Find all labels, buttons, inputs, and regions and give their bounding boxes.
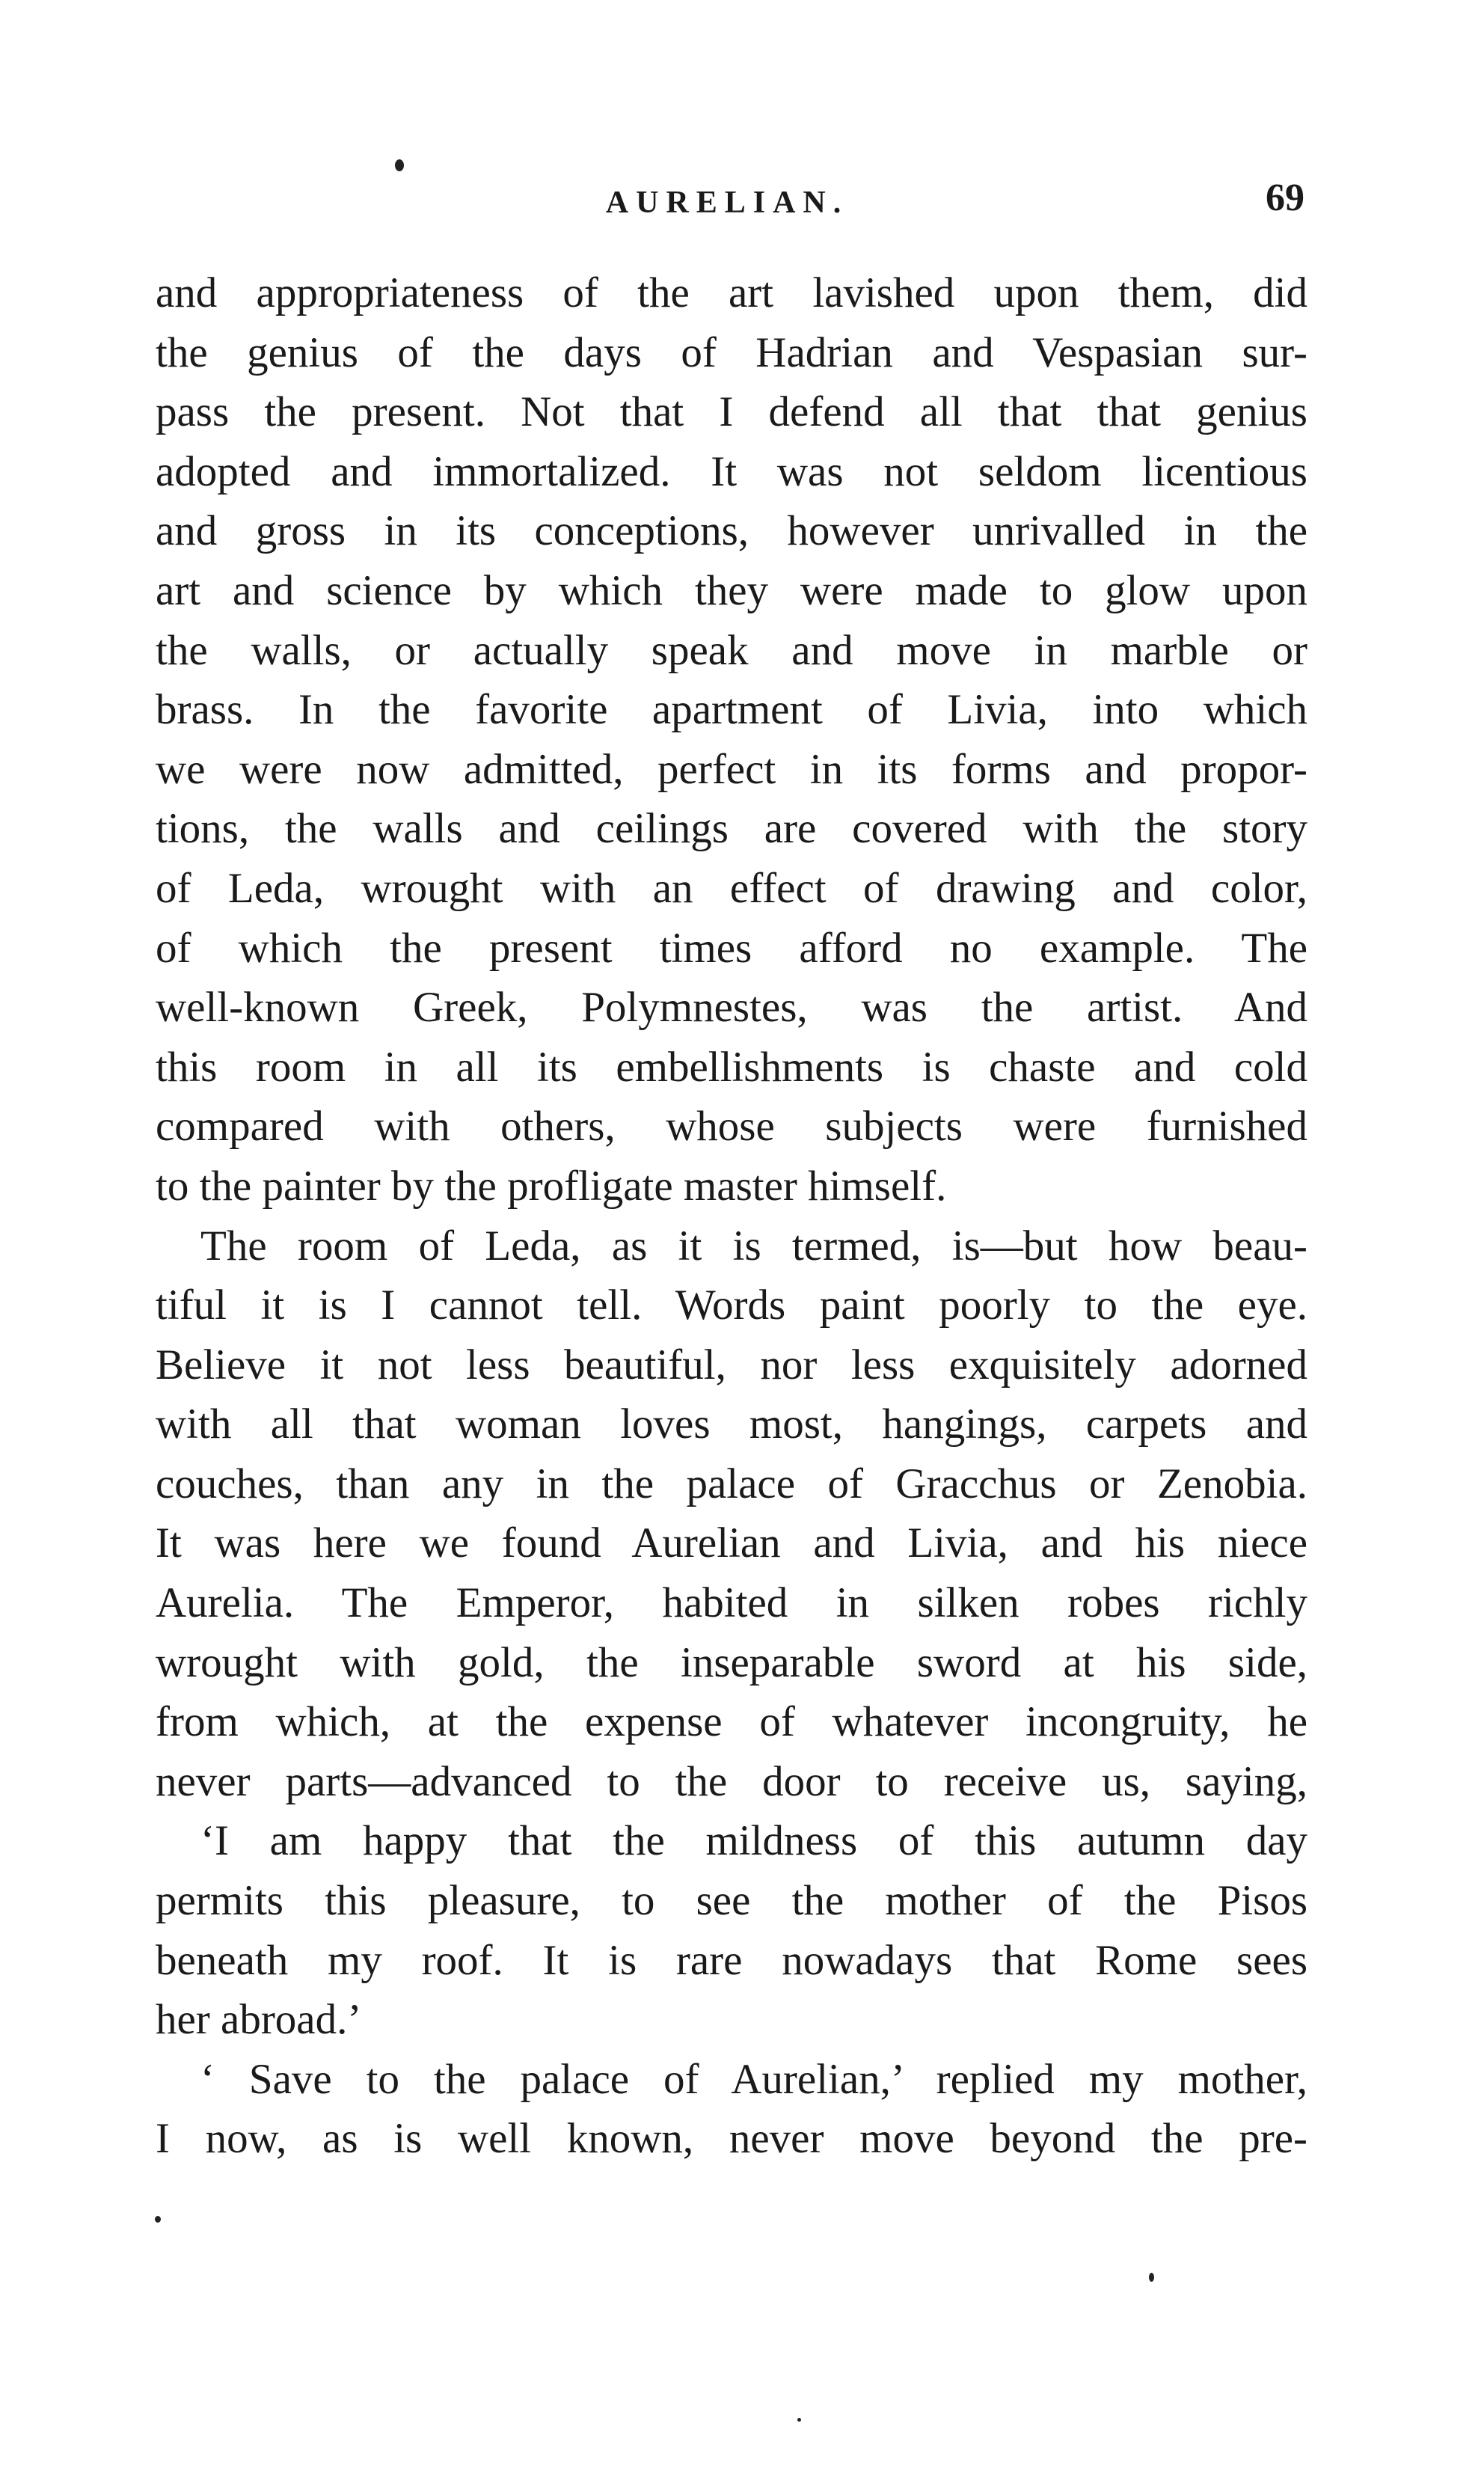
ink-speck: [1149, 2273, 1154, 2282]
text-line: with all that woman loves most, hangings, carpets and: [156, 1400, 1307, 1448]
text-line: the genius of the days of Hadrian and Vespasian sur-: [156, 328, 1307, 376]
text-line: tions, the walls and ceilings are covered with the story: [156, 805, 1307, 853]
running-head: [150, 176, 1304, 221]
text-line: never parts—advanced to the door to receive us, saying,: [156, 1757, 1307, 1805]
text-line: I now, as is well known, never move beyond the pre-: [156, 2115, 1307, 2163]
text-line: wrought with gold, the inseparable sword at his side,: [156, 1638, 1307, 1686]
text-line: well-known Greek, Polymnestes, was the artist. And: [156, 984, 1307, 1032]
text-line: Believe it not less beautiful, nor less exquisitely adorned: [156, 1341, 1307, 1389]
text-line: we were now admitted, perfect in its forms and propor-: [156, 745, 1307, 793]
text-line: of which the present times afford no example. The: [156, 924, 1307, 972]
text-line: tiful it is I cannot tell. Words paint poorly to the eye.: [156, 1282, 1307, 1329]
text-line: compared with others, whose subjects were furnished: [156, 1103, 1307, 1151]
text-line: pass the present. Not that I defend all that that genius: [156, 388, 1307, 436]
text-line: of Leda, wrought with an effect of drawing and color,: [156, 864, 1307, 912]
body-text: [156, 263, 1307, 2169]
page-number: 69: [1266, 177, 1304, 219]
text-line: the walls, or actually speak and move in marble or: [156, 626, 1307, 674]
text-line: this room in all its embellishments is chaste and cold: [156, 1043, 1307, 1091]
text-line: couches, than any in the palace of Gracchus or Zenobia.: [156, 1460, 1307, 1507]
text-line: beneath my roof. It is rare nowadays that Rome sees: [156, 1936, 1307, 1984]
text-line: art and science by which they were made to glow upon: [156, 566, 1307, 614]
text-line: The room of Leda, as it is termed, is—but how beau-: [200, 1222, 1307, 1270]
ink-speck: [395, 159, 404, 171]
text-line: ‘I am happy that the mildness of this autumn day: [200, 1817, 1307, 1865]
text-line: and appropriateness of the art lavished upon them, did: [156, 269, 1307, 316]
running-title: AURELIAN.: [605, 186, 849, 220]
text-line: from which, at the expense of whatever incongruity, he: [156, 1698, 1307, 1746]
text-line: her abroad.’: [156, 1996, 362, 2044]
text-line: adopted and immortalized. It was not seldom licentious: [156, 447, 1307, 495]
text-line: It was here we found Aurelian and Livia, and his niece: [156, 1519, 1307, 1567]
text-line: brass. In the favorite apartment of Livia, into which: [156, 686, 1307, 734]
text-line: permits this pleasure, to see the mother of the Pisos: [156, 1877, 1307, 1925]
text-line: Aurelia. The Emperor, habited in silken robes richly: [156, 1579, 1307, 1627]
text-line: and gross in its conceptions, however unrivalled in the: [156, 507, 1307, 555]
text-line: to the painter by the profligate master himself.: [156, 1162, 947, 1210]
ink-speck: [797, 2418, 801, 2422]
ink-speck: [155, 2216, 161, 2223]
text-line: ‘ Save to the palace of Aurelian,’ replied my mother,: [200, 2055, 1307, 2103]
